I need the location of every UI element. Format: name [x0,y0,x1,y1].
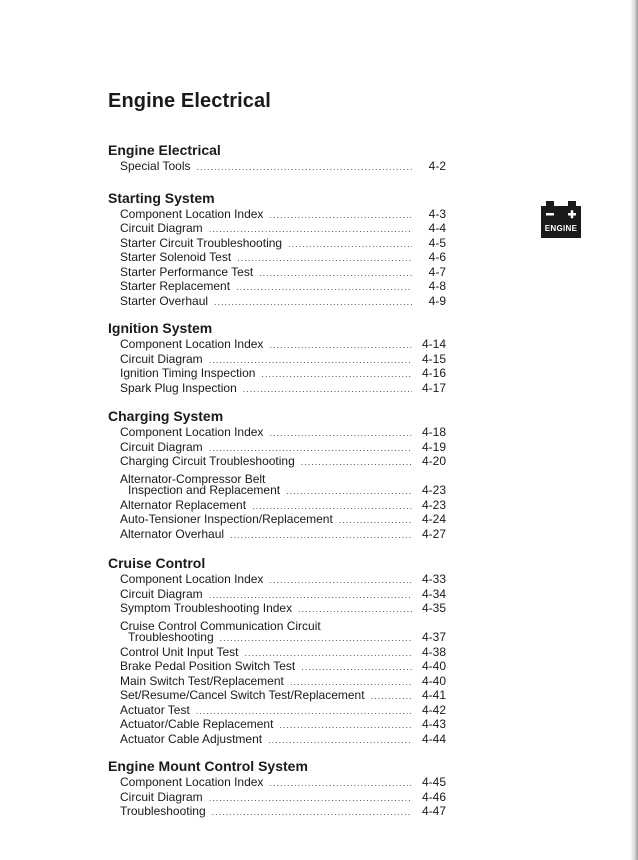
dot-leader [279,718,412,733]
entry-label: Main Switch Test/Replacement [120,673,284,688]
dot-leader [371,689,412,704]
toc-entry[interactable] [108,659,446,674]
toc-entry[interactable] [108,616,446,631]
toc-section [108,554,446,746]
toc-section [108,141,446,174]
toc-entry[interactable] [108,587,446,602]
entry-label: Alternator-Compressor Belt [120,472,266,486]
entry-label: Circuit Diagram [120,789,203,804]
toc-entry[interactable] [108,498,446,513]
section-heading: Charging System [108,408,224,424]
entry-label: Cruise Control Communication Circuit [120,619,321,633]
entry-page-number: 4-40 [421,673,446,688]
entry-page-number: 4-23 [421,483,446,497]
entry-label: Component Location Index [120,337,264,351]
entry-label: Component Location Index [120,775,264,789]
dot-leader [209,441,412,456]
page-title: Engine Electrical [108,90,271,112]
entry-label: Starter Circuit Troubleshooting [120,235,283,250]
entry-label: Control Unit Input Test [120,644,239,659]
toc-entry[interactable] [108,337,446,352]
entry-page-number: 4-18 [421,425,446,439]
toc-entry[interactable] [108,645,446,660]
entry-label: Component Location Index [120,572,264,586]
toc-entry[interactable] [108,425,446,440]
entry-label: Actuator/Cable Replacement [120,717,274,731]
dot-leader [252,499,412,514]
toc-entry[interactable] [108,630,446,645]
entry-label: Starter Performance Test [120,264,254,279]
toc-entry[interactable] [108,674,446,689]
dot-leader [197,160,413,175]
toc-entry[interactable] [108,703,446,718]
entry-label: Circuit Diagram [120,351,203,366]
table-of-contents [108,141,446,819]
entry-page-number: 4-35 [421,601,446,615]
dot-leader [209,353,412,368]
entry-label: Brake Pedal Position Switch Test [120,659,296,673]
dot-leader [259,266,412,281]
entry-label: Starter Overhaul [120,293,209,308]
entry-label: Charging Circuit Troubleshooting [120,454,295,468]
entry-page-number: 4-23 [421,497,446,512]
entry-page-number: 4-40 [421,659,446,673]
toc-entry[interactable] [108,512,446,527]
entry-label: Actuator Test [120,702,190,717]
toc-section [108,189,446,309]
entry-page-number: 4-47 [421,804,446,818]
section-heading: Engine Mount Control System [108,758,308,774]
dot-leader [298,602,412,617]
entry-page-number: 4-3 [428,206,446,221]
dot-leader [245,646,412,661]
entry-page-number: 4-44 [421,731,446,746]
toc-entry[interactable] [108,527,446,542]
toc-entry[interactable] [108,688,446,703]
toc-entry[interactable] [108,381,446,396]
section-heading: Ignition System [108,320,213,336]
dot-leader [220,631,412,646]
dot-leader [268,733,412,748]
page-edge-shadow [630,0,638,860]
entry-label: Troubleshooting [120,804,206,818]
entry-label: Alternator Overhaul [120,526,225,541]
entry-page-number: 4-37 [421,630,446,644]
entry-page-number: 4-14 [421,337,446,351]
toc-entry[interactable] [108,572,446,587]
entry-page-number: 4-45 [421,775,446,789]
entry-page-number: 4-17 [421,380,446,395]
toc-entry[interactable] [108,221,446,236]
dot-leader [209,222,412,237]
toc-entry[interactable] [108,775,446,790]
dot-leader [269,573,412,588]
entry-label: Troubleshooting [128,630,214,644]
toc-entry[interactable] [108,366,446,381]
entry-page-number: 4-43 [421,717,446,731]
entry-label: Starter Solenoid Test [120,250,232,264]
toc-entry[interactable] [108,207,446,222]
toc-section [108,757,446,819]
toc-entry[interactable] [108,294,446,309]
entry-page-number: 4-20 [421,454,446,468]
dot-leader [230,528,412,543]
dot-leader [209,588,412,603]
section-heading: Engine Electrical [108,142,221,158]
dot-leader [288,237,412,252]
entry-page-number: 4-15 [421,351,446,366]
entry-label: Auto-Tensioner Inspection/Replacement [120,512,333,526]
toc-entry[interactable] [108,601,446,616]
entry-label: Spark Plug Inspection [120,380,237,395]
dot-leader [286,484,412,499]
entry-page-number: 4-46 [421,789,446,804]
entry-page-number: 4-27 [421,526,446,541]
entry-page-number: 4-41 [421,688,446,702]
section-heading: Cruise Control [108,555,206,571]
toc-entry[interactable] [108,440,446,455]
entry-page-number: 4-34 [421,586,446,601]
dot-leader [269,338,412,353]
dot-leader [290,675,412,690]
entry-label: Circuit Diagram [120,586,203,601]
entry-page-number: 4-6 [428,250,446,264]
entry-label: Actuator Cable Adjustment [120,731,263,746]
dot-leader [214,295,412,310]
entry-label: Starter Replacement [120,279,231,293]
entry-page-number: 4-2 [428,159,446,173]
dot-leader [339,513,412,528]
entry-page-number: 4-4 [428,221,446,235]
toc-entry[interactable] [108,790,446,805]
dot-leader [269,208,412,223]
entry-page-number: 4-8 [428,279,446,293]
entry-label: Circuit Diagram [120,439,203,454]
entry-page-number: 4-24 [421,512,446,526]
toc-entry[interactable] [108,483,446,498]
toc-entry[interactable] [108,352,446,367]
toc-entry[interactable] [108,717,446,732]
dot-leader [269,776,412,791]
entry-page-number: 4-7 [428,264,446,279]
section-heading: Starting System [108,189,215,206]
toc-entry[interactable] [108,159,446,174]
entry-page-number: 4-19 [421,439,446,454]
entry-label: Inspection and Replacement [128,483,281,497]
toc-section [108,319,446,395]
entry-label: Ignition Timing Inspection [120,366,256,380]
entry-page-number: 4-16 [421,366,446,380]
entry-page-number: 4-33 [421,572,446,586]
toc-entry[interactable] [108,265,446,280]
toc-entry[interactable] [108,804,446,819]
dot-leader [196,704,412,719]
toc-entry[interactable] [108,236,446,251]
dot-leader [236,280,412,295]
dot-leader [261,367,412,382]
toc-entry[interactable] [108,279,446,294]
dot-leader [269,426,412,441]
entry-page-number: 4-5 [428,235,446,250]
dot-leader [271,469,440,484]
entry-page-number: 4-38 [421,644,446,659]
toc-entry[interactable] [108,250,446,265]
toc-entry[interactable] [108,732,446,747]
dot-leader [327,616,440,631]
entry-label: Alternator Replacement [120,497,247,512]
entry-label: Set/Resume/Cancel Switch Test/Replacement [120,688,365,702]
battery-icon [537,196,585,242]
toc-section [108,407,446,541]
entry-label: Component Location Index [120,425,264,439]
entry-label: Special Tools [120,159,191,173]
entry-label: Component Location Index [120,206,264,221]
dot-leader [301,455,412,470]
dot-leader [243,382,412,397]
entry-page-number: 4-9 [428,293,446,308]
engine-tab-label: ENGINE [544,224,578,233]
dot-leader [237,251,412,266]
toc-entry[interactable] [108,454,446,469]
dot-leader [212,805,412,820]
entry-label: Circuit Diagram [120,221,203,235]
dot-leader [301,660,412,675]
toc-entry[interactable] [108,469,446,484]
entry-page-number: 4-42 [421,702,446,717]
entry-label: Symptom Troubleshooting Index [120,601,293,615]
dot-leader [209,791,412,806]
